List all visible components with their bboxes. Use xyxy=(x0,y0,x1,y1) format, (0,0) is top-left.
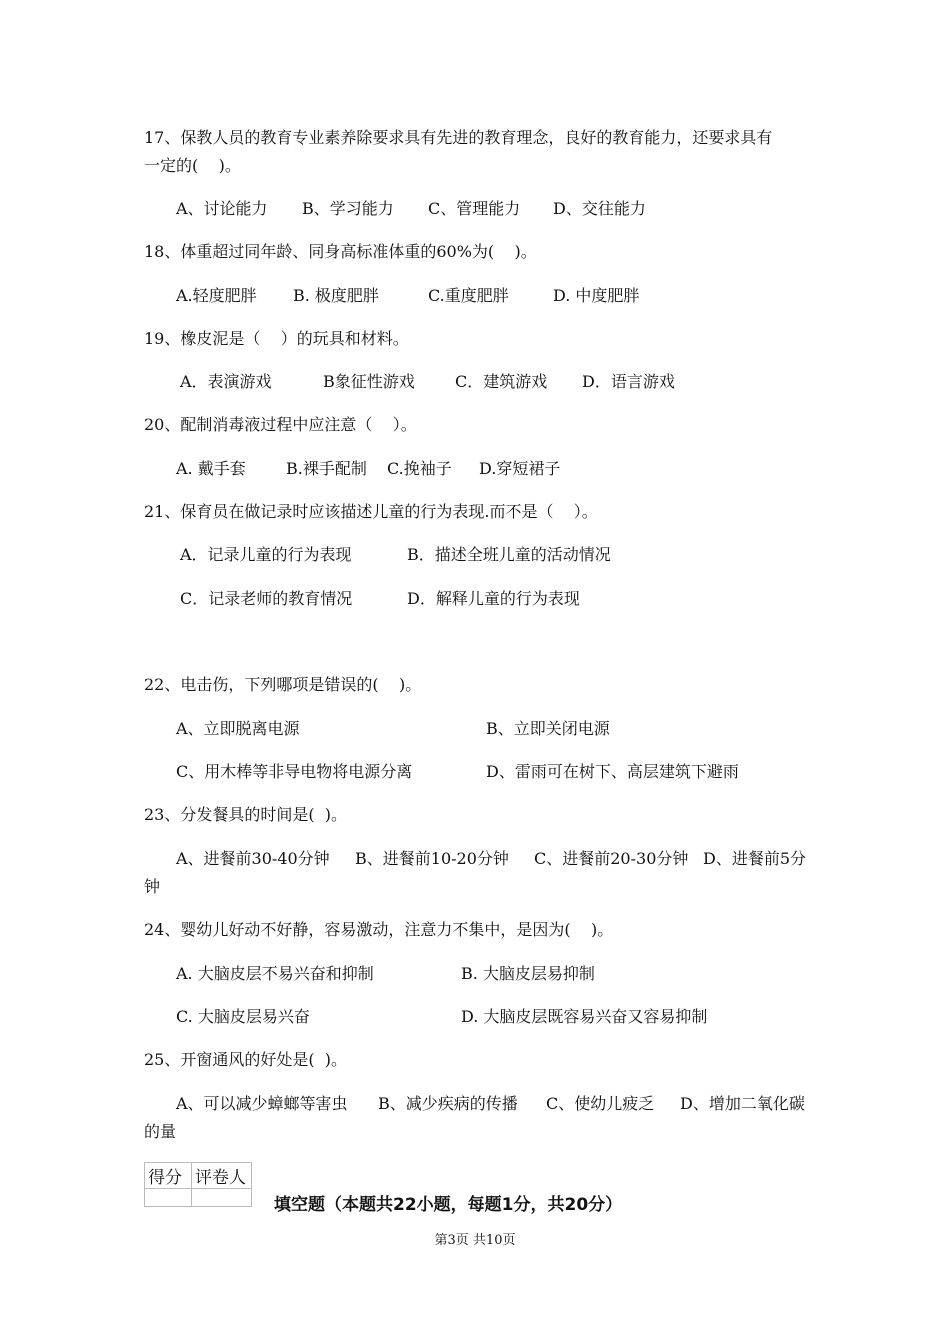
question-21-option-b: B．描述全班儿童的活动情况 xyxy=(407,545,611,564)
question-17-option-c: C、管理能力 xyxy=(428,199,521,218)
question-21-stem: 21、保育员在做记录时应该描述儿童的行为表现.而不是（ ）。 xyxy=(144,502,598,521)
question-22-option-d: D、雷雨可在树下、高层建筑下避雨 xyxy=(486,762,739,781)
grader-label: 评卷人 xyxy=(192,1163,252,1189)
question-18-option-b: B. 极度肥胖 xyxy=(293,286,379,305)
question-25-option-a: A、可以减少蟑螂等害虫 xyxy=(176,1094,348,1113)
question-18-stem: 18、体重超过同年龄、同身高标准体重的60%为( )。 xyxy=(144,242,537,261)
question-17-stem-line-1: 17、保教人员的教育专业素养除要求具有先进的教育理念，良好的教育能力，还要求具有 xyxy=(144,128,773,147)
score-table xyxy=(144,1162,252,1207)
question-18-option-d: D. 中度肥胖 xyxy=(553,286,640,305)
page-footer: 第3页 共10页 xyxy=(434,1233,516,1248)
question-22-option-b: B、立即关闭电源 xyxy=(486,719,610,738)
question-20-option-b: B.裸手配制 xyxy=(286,459,367,478)
question-21-option-d: D．解释儿童的行为表现 xyxy=(407,589,580,608)
question-20-option-a: A. 戴手套 xyxy=(176,459,246,478)
question-24-stem: 24、婴幼儿好动不好静，容易激动，注意力不集中，是因为( )。 xyxy=(144,920,614,939)
question-24-option-b: B. 大脑皮层易抑制 xyxy=(461,964,595,983)
question-19-option-d: D．语言游戏 xyxy=(582,372,675,391)
question-19-option-a: A．表演游戏 xyxy=(180,372,272,391)
question-24-option-d: D. 大脑皮层既容易兴奋又容易抑制 xyxy=(461,1007,708,1026)
question-17-stem-line-2: 一定的( )。 xyxy=(144,156,241,175)
question-17-option-d: D、交往能力 xyxy=(553,199,646,218)
question-19-option-c: C．建筑游戏 xyxy=(455,372,548,391)
question-25-option-b: B、减少疾病的传播 xyxy=(378,1094,518,1113)
question-18-option-a: A.轻度肥胖 xyxy=(176,286,257,305)
question-25-option-c: C、使幼儿疲乏 xyxy=(546,1094,655,1113)
question-23-option-a: A、进餐前30-40分钟 xyxy=(176,849,330,868)
question-18-option-c: C.重度肥胖 xyxy=(428,286,509,305)
question-25-option-d-wrap: 的量 xyxy=(144,1122,177,1141)
question-22-stem: 22、电击伤，下列哪项是错误的( )。 xyxy=(144,675,422,694)
question-25-option-d: D、增加二氧化碳 xyxy=(680,1094,805,1113)
grader-cell xyxy=(192,1189,252,1207)
question-22-option-a: A、立即脱离电源 xyxy=(176,719,300,738)
question-19-option-b: B象征性游戏 xyxy=(323,372,415,391)
question-19-stem: 19、橡皮泥是（ ）的玩具和材料。 xyxy=(144,329,409,348)
score-label: 得分 xyxy=(145,1163,192,1189)
question-25-stem: 25、开窗通风的好处是( )。 xyxy=(144,1050,348,1069)
question-24-option-a: A. 大脑皮层不易兴奋和抑制 xyxy=(176,964,374,983)
question-20-stem: 20、配制消毒液过程中应注意（ ）。 xyxy=(144,415,417,434)
question-20-option-d: D.穿短裙子 xyxy=(479,459,561,478)
question-23-option-d: D、进餐前5分 xyxy=(703,849,807,868)
question-23-option-b: B、进餐前10-20分钟 xyxy=(355,849,509,868)
question-20-option-c: C.挽袖子 xyxy=(387,459,452,478)
score-cell xyxy=(145,1189,192,1207)
question-23-option-c: C、进餐前20-30分钟 xyxy=(534,849,689,868)
question-17-option-a: A、讨论能力 xyxy=(176,199,268,218)
question-23-option-d-wrap: 钟 xyxy=(144,877,161,896)
question-23-stem: 23、分发餐具的时间是( )。 xyxy=(144,805,348,824)
question-22-option-c: C、用木棒等非导电物将电源分离 xyxy=(176,762,413,781)
question-24-option-c: C. 大脑皮层易兴奋 xyxy=(176,1007,310,1026)
question-21-option-c: C．记录老师的教育情况 xyxy=(180,589,353,608)
question-21-option-a: A．记录儿童的行为表现 xyxy=(180,545,352,564)
question-17-option-b: B、学习能力 xyxy=(302,199,394,218)
section-title: 填空题（本题共22小题，每题1分，共20分） xyxy=(274,1195,623,1215)
